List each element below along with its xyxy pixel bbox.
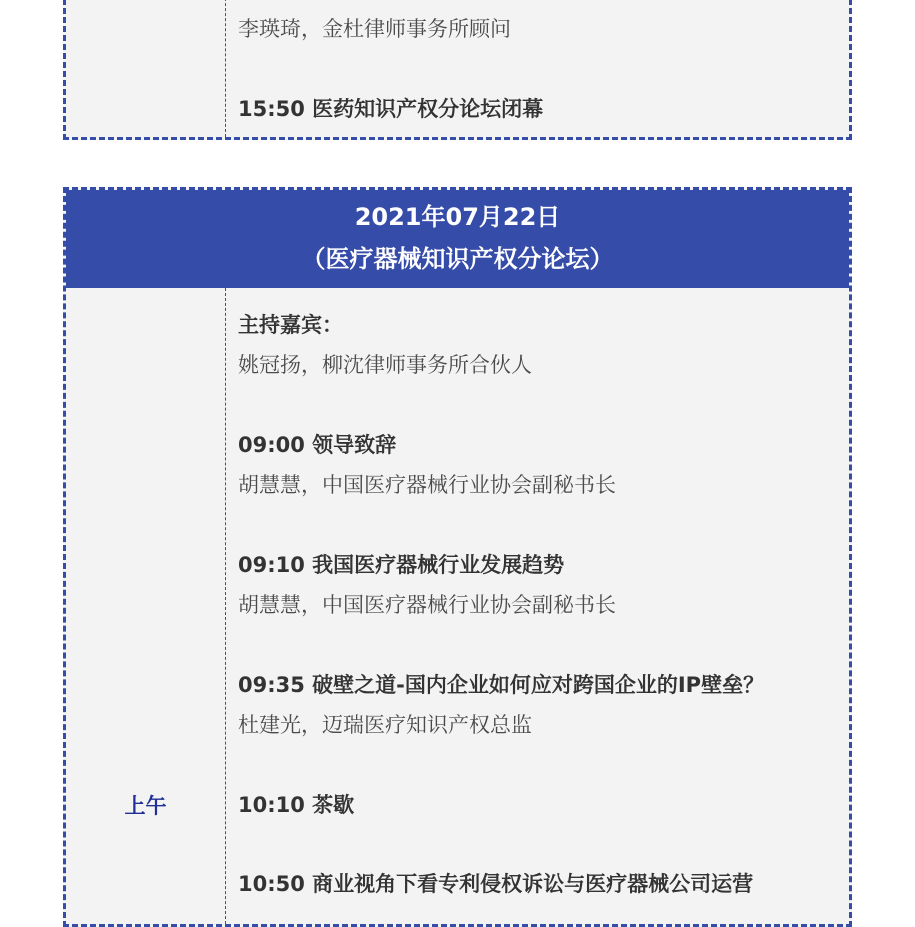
agenda-block-day	[63, 187, 852, 927]
speaker-line: 杜建光，迈瑞医疗知识产权总监	[238, 713, 532, 737]
agenda-item-title: 10:50 商业视角下看专利侵权诉讼与医疗器械公司运营	[238, 872, 754, 896]
column-divider	[225, 288, 226, 924]
agenda-item-title: 09:10 我国医疗器械行业发展趋势	[238, 553, 565, 577]
session-label: 上午	[124, 794, 167, 818]
day-date: 2021年07月22日	[354, 203, 561, 231]
host-heading: 主持嘉宾：	[238, 313, 343, 337]
day-header	[66, 190, 849, 288]
agenda-block-previous	[63, 0, 852, 140]
speaker-line: 李瑛琦，金杜律师事务所顾问	[238, 17, 511, 41]
agenda-item-title: 09:00 领导致辞	[238, 433, 397, 457]
forum-title: （医疗器械知识产权分论坛）	[301, 245, 614, 273]
speaker-line: 姚冠扬，柳沈律师事务所合伙人	[238, 353, 532, 377]
agenda-item-title: 10:10 茶歇	[238, 793, 355, 817]
agenda-item-title: 09:35 破壁之道-国内企业如何应对跨国企业的IP壁垒？	[238, 673, 765, 697]
speaker-line: 胡慧慧，中国医疗器械行业协会副秘书长	[238, 473, 616, 497]
agenda-item-title: 15:50 医药知识产权分论坛闭幕	[238, 97, 544, 121]
speaker-line: 胡慧慧，中国医疗器械行业协会副秘书长	[238, 593, 616, 617]
column-divider	[225, 0, 226, 137]
